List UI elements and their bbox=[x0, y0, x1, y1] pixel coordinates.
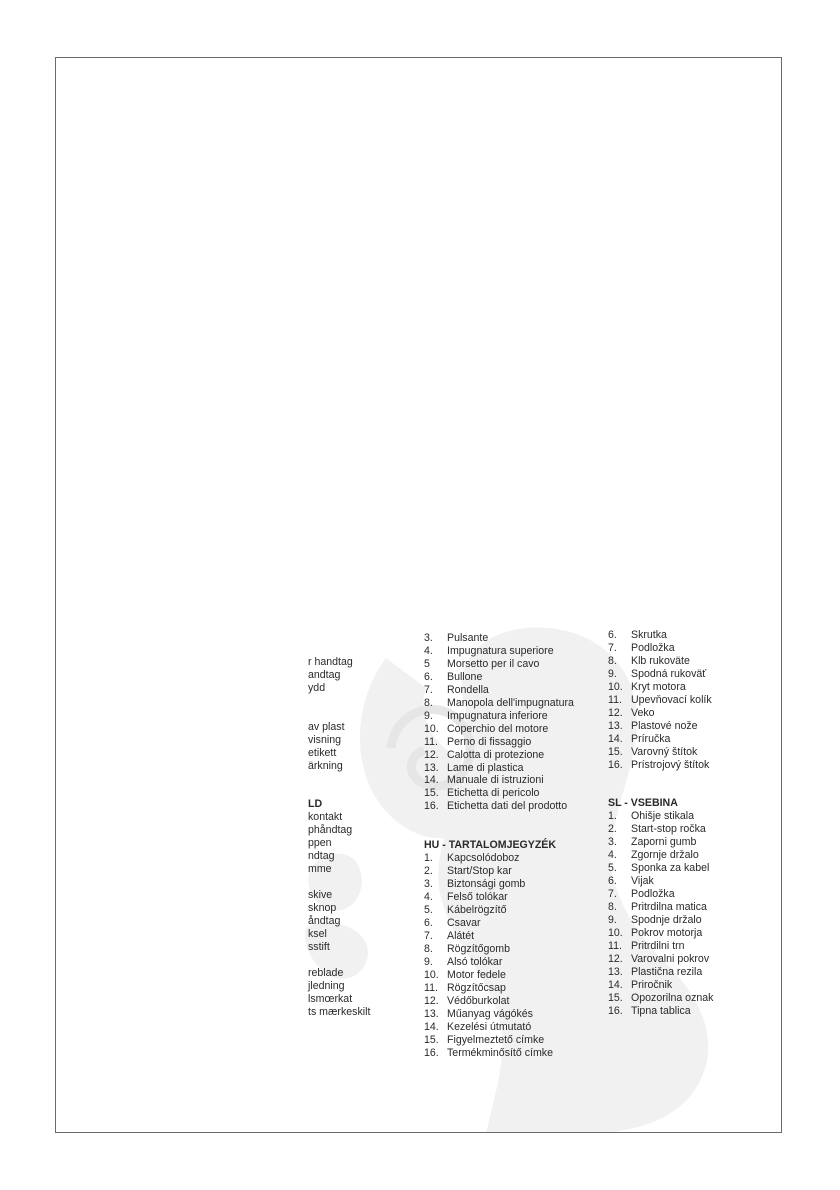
item-number: 8. bbox=[608, 654, 617, 667]
list-item bbox=[424, 1034, 574, 1047]
list-item bbox=[424, 762, 574, 775]
item-label: Kryt motora bbox=[631, 680, 686, 693]
item-label: Podložka bbox=[631, 888, 675, 901]
item-label: Príručka bbox=[631, 732, 671, 745]
list-item bbox=[424, 1008, 574, 1021]
list-item bbox=[608, 694, 713, 707]
list-item bbox=[424, 749, 574, 762]
list-item bbox=[608, 901, 713, 914]
hu-section-heading: HU - TARTALOMJEGYZÉK bbox=[424, 839, 557, 852]
item-number: 8. bbox=[424, 942, 433, 955]
item-label: Termékminősítő címke bbox=[447, 1046, 553, 1059]
list-item bbox=[424, 632, 574, 645]
item-number: 5. bbox=[608, 862, 617, 875]
item-number: 8. bbox=[608, 901, 617, 914]
list-item bbox=[608, 823, 713, 836]
list-item bbox=[608, 746, 713, 759]
list-item bbox=[608, 629, 713, 642]
item-label: Opozorilna oznak bbox=[631, 991, 714, 1004]
item-label: Pritrdilni trn bbox=[631, 939, 685, 952]
item-number: 6. bbox=[608, 629, 617, 641]
list-item-fragment: ksel bbox=[308, 928, 327, 941]
item-number: 9. bbox=[608, 667, 617, 680]
list-item bbox=[608, 681, 713, 694]
item-number: 13. bbox=[608, 965, 623, 978]
item-label: Manuale di istruzioni bbox=[447, 774, 544, 787]
item-number: 11. bbox=[424, 735, 438, 748]
list-item-fragment: phåndtag bbox=[308, 824, 353, 837]
item-label: Kapcsolódoboz bbox=[447, 852, 520, 865]
item-number: 6. bbox=[424, 917, 433, 930]
item-number: 14. bbox=[424, 1020, 439, 1033]
item-number: 15. bbox=[608, 991, 623, 1004]
list-item bbox=[424, 710, 574, 723]
item-number: 12. bbox=[608, 706, 623, 719]
item-number: 15. bbox=[424, 1033, 439, 1046]
list-item bbox=[424, 774, 574, 787]
item-label: Etichetta dati del prodotto bbox=[447, 800, 568, 813]
item-number: 4. bbox=[608, 849, 617, 862]
list-item-fragment: ärkning bbox=[308, 759, 343, 772]
item-label: Morsetto per il cavo bbox=[447, 657, 540, 670]
item-label: Zgornje držalo bbox=[631, 849, 699, 862]
list-item-fragment: lsmœrkat bbox=[308, 992, 353, 1005]
list-item-fragment bbox=[308, 786, 370, 799]
item-number: 8. bbox=[424, 696, 433, 709]
list-item-fragment: sstift bbox=[308, 940, 330, 953]
right-column bbox=[608, 629, 713, 1018]
item-label: Műanyag vágókés bbox=[447, 1007, 533, 1020]
list-item bbox=[424, 736, 574, 749]
item-number: 5 bbox=[424, 657, 430, 670]
item-label: Start/Stop kar bbox=[447, 865, 512, 878]
item-number: 10. bbox=[608, 680, 623, 693]
item-number: 14. bbox=[424, 774, 439, 787]
sl-parts-list bbox=[608, 810, 713, 1017]
item-number: 12. bbox=[424, 748, 439, 761]
item-number: 5. bbox=[424, 904, 433, 917]
item-number: 11. bbox=[424, 981, 438, 994]
list-item bbox=[608, 836, 713, 849]
item-label: Impugnatura inferiore bbox=[447, 709, 548, 722]
list-item bbox=[424, 684, 574, 697]
list-item-fragment bbox=[308, 954, 370, 967]
list-item-fragment bbox=[308, 695, 370, 708]
list-item bbox=[424, 800, 574, 813]
list-item-fragment: r handtag bbox=[308, 656, 353, 668]
list-item bbox=[608, 707, 713, 720]
item-label: Coperchio del motore bbox=[447, 722, 549, 735]
item-label: Calotta di protezione bbox=[447, 748, 545, 761]
list-item bbox=[424, 878, 574, 891]
list-item bbox=[424, 969, 574, 982]
list-item bbox=[424, 1021, 574, 1034]
item-label: Figyelmeztető címke bbox=[447, 1033, 545, 1046]
list-item-fragment: ppen bbox=[308, 837, 332, 850]
item-label: Bullone bbox=[447, 670, 483, 683]
item-label: Varovalni pokrov bbox=[631, 952, 710, 965]
list-item bbox=[608, 914, 713, 927]
left-column-fragments bbox=[308, 656, 370, 1019]
item-number: 15. bbox=[424, 787, 439, 800]
list-item bbox=[608, 888, 713, 901]
item-label: Upevňovací kolík bbox=[631, 693, 712, 706]
sk-parts-list bbox=[608, 629, 713, 771]
item-number: 3. bbox=[608, 836, 617, 849]
item-label: Perno di fissaggio bbox=[447, 735, 532, 748]
list-item-fragment bbox=[308, 773, 370, 786]
list-item-fragment: jledning bbox=[308, 979, 345, 992]
item-label: Tipna tablica bbox=[631, 1004, 691, 1017]
item-number: 13. bbox=[608, 719, 623, 732]
item-label: Védőburkolat bbox=[447, 994, 510, 1007]
list-item bbox=[608, 979, 713, 992]
list-item-fragment: mme bbox=[308, 863, 332, 876]
list-item bbox=[608, 953, 713, 966]
item-label: Rögzítőgomb bbox=[447, 942, 511, 955]
item-label: Ohišje stikala bbox=[631, 810, 694, 823]
item-number: 9. bbox=[424, 955, 433, 968]
list-item bbox=[608, 927, 713, 940]
list-item bbox=[608, 733, 713, 746]
item-number: 16. bbox=[424, 1046, 439, 1059]
item-label: Sponka za kabel bbox=[631, 862, 710, 875]
item-label: Plastové nože bbox=[631, 719, 698, 732]
list-item bbox=[608, 940, 713, 953]
list-item bbox=[424, 943, 574, 956]
list-item bbox=[608, 759, 713, 772]
item-label: Plastična rezila bbox=[631, 965, 703, 978]
list-item bbox=[424, 995, 574, 1008]
list-item bbox=[424, 891, 574, 904]
item-number: 12. bbox=[608, 952, 623, 965]
item-number: 16. bbox=[424, 800, 439, 813]
list-item-fragment: skive bbox=[308, 889, 333, 902]
item-number: 11. bbox=[608, 939, 622, 952]
item-label: Pulsante bbox=[447, 632, 489, 644]
list-item-fragment: av plast bbox=[308, 720, 345, 733]
item-label: Etichetta di pericolo bbox=[447, 787, 540, 800]
item-label: Alsó tolókar bbox=[447, 955, 503, 968]
list-item-fragment: andtag bbox=[308, 668, 341, 681]
list-item bbox=[424, 1047, 574, 1060]
item-label: Impugnatura superiore bbox=[447, 644, 554, 657]
item-number: 16. bbox=[608, 758, 623, 771]
item-label: Pritrdilna matica bbox=[631, 901, 707, 914]
item-number: 3. bbox=[424, 632, 433, 644]
list-item bbox=[424, 982, 574, 995]
list-item-fragment: reblade bbox=[308, 966, 344, 979]
item-number: 9. bbox=[424, 709, 433, 722]
item-number: 4. bbox=[424, 891, 433, 904]
list-item bbox=[608, 862, 713, 875]
list-item bbox=[608, 655, 713, 668]
item-number: 10. bbox=[424, 968, 439, 981]
item-label: Klb rukoväte bbox=[631, 654, 690, 667]
item-label: Rondella bbox=[447, 683, 489, 696]
list-item-fragment: åndtag bbox=[308, 915, 341, 928]
item-number: 11. bbox=[608, 693, 622, 706]
item-number: 2. bbox=[608, 823, 617, 836]
item-number: 7. bbox=[424, 930, 433, 943]
item-label: Motor fedele bbox=[447, 968, 506, 981]
page-frame bbox=[55, 57, 782, 1133]
it-parts-list bbox=[424, 632, 574, 813]
list-item bbox=[424, 671, 574, 684]
item-number: 6. bbox=[608, 875, 617, 888]
list-item-fragment: etikett bbox=[308, 746, 337, 759]
item-label: Podložka bbox=[631, 641, 675, 654]
list-item bbox=[424, 904, 574, 917]
item-label: Pokrov motorja bbox=[631, 927, 703, 940]
item-label: Kezelési útmutató bbox=[447, 1020, 532, 1033]
item-label: Varovný štítok bbox=[631, 745, 698, 758]
list-item-fragment: sknop bbox=[308, 902, 337, 915]
list-item bbox=[424, 956, 574, 969]
hu-parts-list bbox=[424, 852, 574, 1059]
item-number: 12. bbox=[424, 994, 439, 1007]
item-number: 1. bbox=[424, 852, 433, 865]
item-label: Vijak bbox=[631, 875, 654, 888]
item-label: Rögzítőcsap bbox=[447, 981, 506, 994]
item-label: Skrutka bbox=[631, 629, 667, 641]
item-label: Prístrojový štítok bbox=[631, 758, 710, 771]
list-item bbox=[424, 865, 574, 878]
item-number: 7. bbox=[608, 888, 617, 901]
list-item bbox=[608, 992, 713, 1005]
item-number: 3. bbox=[424, 878, 433, 891]
list-item-fragment: visning bbox=[308, 733, 341, 746]
list-item-fragment: ndtag bbox=[308, 850, 335, 863]
list-item bbox=[424, 658, 574, 671]
item-number: 4. bbox=[424, 644, 433, 657]
list-item bbox=[424, 645, 574, 658]
item-label: Manopola dell'impugnatura bbox=[447, 696, 574, 709]
list-item bbox=[608, 875, 713, 888]
item-label: Start-stop ročka bbox=[631, 823, 706, 836]
list-item-fragment: ts mærkeskilt bbox=[308, 1005, 371, 1018]
item-number: 13. bbox=[424, 761, 439, 774]
item-number: 10. bbox=[608, 927, 623, 940]
list-item bbox=[424, 852, 574, 865]
sl-section-heading: SL - VSEBINA bbox=[608, 797, 678, 810]
list-item bbox=[608, 849, 713, 862]
list-item bbox=[424, 723, 574, 736]
list-item bbox=[608, 1005, 713, 1018]
item-label: Felső tolókar bbox=[447, 891, 508, 904]
item-label: Alátét bbox=[447, 930, 475, 943]
item-number: 15. bbox=[608, 745, 623, 758]
item-number: 1. bbox=[608, 810, 617, 823]
item-number: 6. bbox=[424, 670, 433, 683]
item-label: Veko bbox=[631, 706, 655, 719]
list-item-fragment bbox=[308, 876, 370, 889]
item-label: Spodnje držalo bbox=[631, 914, 702, 927]
middle-column bbox=[424, 632, 574, 1060]
item-label: Priročnik bbox=[631, 978, 673, 991]
list-item bbox=[608, 642, 713, 655]
list-item-fragment bbox=[308, 708, 370, 721]
item-label: Lame di plastica bbox=[447, 761, 524, 774]
item-number: 2. bbox=[424, 865, 433, 878]
list-item bbox=[608, 966, 713, 979]
item-label: Csavar bbox=[447, 917, 481, 930]
item-number: 13. bbox=[424, 1007, 439, 1020]
item-number: 16. bbox=[608, 1004, 623, 1017]
item-number: 7. bbox=[424, 683, 433, 696]
list-item-fragment: ydd bbox=[308, 681, 326, 694]
item-number: 9. bbox=[608, 914, 617, 927]
section-heading-fragment: LD bbox=[308, 798, 323, 811]
item-label: Biztonsági gomb bbox=[447, 878, 526, 891]
item-number: 10. bbox=[424, 722, 439, 735]
list-item bbox=[424, 787, 574, 800]
list-item bbox=[424, 697, 574, 710]
list-item bbox=[608, 720, 713, 733]
list-item bbox=[424, 930, 574, 943]
item-number: 7. bbox=[608, 641, 617, 654]
list-item bbox=[424, 917, 574, 930]
list-item-fragment: kontakt bbox=[308, 811, 343, 824]
item-number: 14. bbox=[608, 978, 623, 991]
item-label: Kábelrögzítő bbox=[447, 904, 507, 917]
item-label: Spodná rukoväť bbox=[631, 667, 707, 680]
list-item bbox=[608, 668, 713, 681]
list-item bbox=[608, 810, 713, 823]
item-label: Zaporni gumb bbox=[631, 836, 697, 849]
item-number: 14. bbox=[608, 732, 623, 745]
